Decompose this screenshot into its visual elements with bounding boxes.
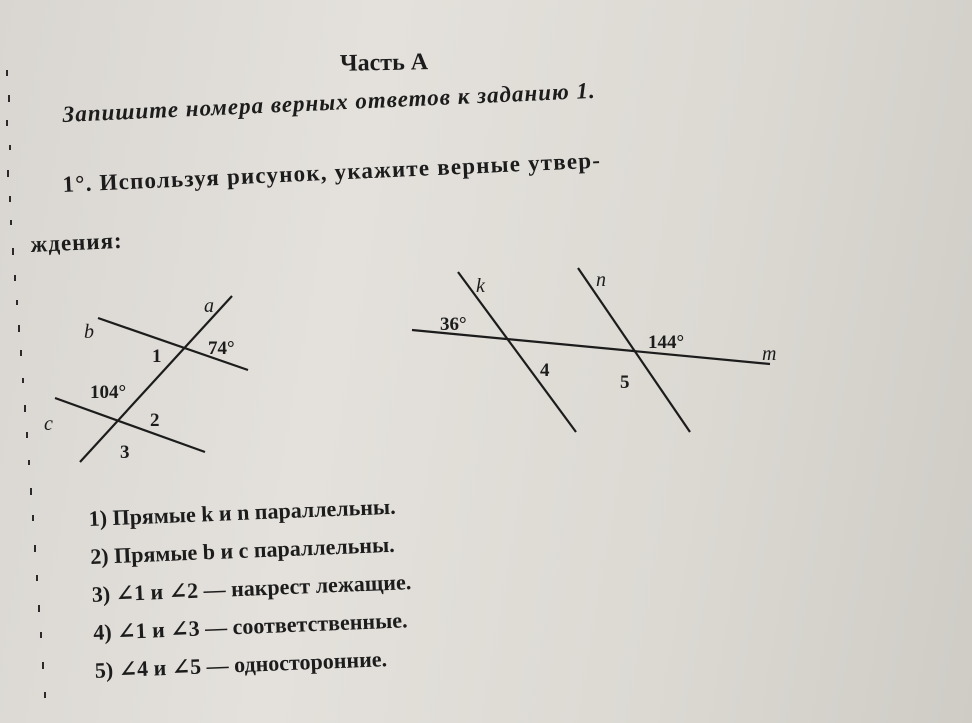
angle-4-label: 4 [540, 360, 550, 381]
part-title: Часть А [339, 49, 429, 77]
label-a: a [204, 295, 214, 317]
angle-5-label: 5 [620, 372, 630, 393]
task-text-line1: Используя рисунок, укажите верные утвер- [98, 147, 602, 196]
line-m [412, 330, 770, 364]
label-n: n [596, 269, 606, 291]
task-text-line2: ждения: [30, 227, 124, 257]
angle-104: 104° [90, 382, 127, 403]
angle-144: 144° [648, 332, 685, 353]
figure-left-labels [44, 295, 235, 463]
label-b: b [84, 321, 94, 343]
angle-3-label: 3 [120, 442, 130, 463]
figure-right-labels [440, 269, 776, 393]
answer-option-2[interactable]: 2) Прямые b и c параллельны. [89, 531, 396, 569]
angle-2-label: 2 [150, 410, 160, 431]
answer-option-1[interactable]: 1) Прямые k и n параллельны. [88, 493, 397, 531]
answer-option-4[interactable]: 4) ∠1 и ∠3 — соответственные. [92, 607, 408, 645]
angle-74: 74° [208, 338, 235, 359]
label-m: m [762, 343, 777, 365]
line-a [80, 296, 232, 462]
answer-list [88, 487, 415, 690]
label-k: k [476, 275, 485, 297]
angle-36: 36° [440, 314, 467, 335]
angle-1-label: 1 [152, 346, 162, 367]
answer-option-3[interactable]: 3) ∠1 и ∠2 — накрест лежащие. [91, 569, 412, 607]
answer-option-5[interactable]: 5) ∠4 и ∠5 — односторонние. [94, 646, 388, 683]
label-c: c [44, 413, 53, 435]
figure-right [412, 268, 770, 432]
task-number: 1°. [62, 170, 94, 197]
instruction: Запишите номера верных ответов к заданию 1. [62, 77, 597, 127]
